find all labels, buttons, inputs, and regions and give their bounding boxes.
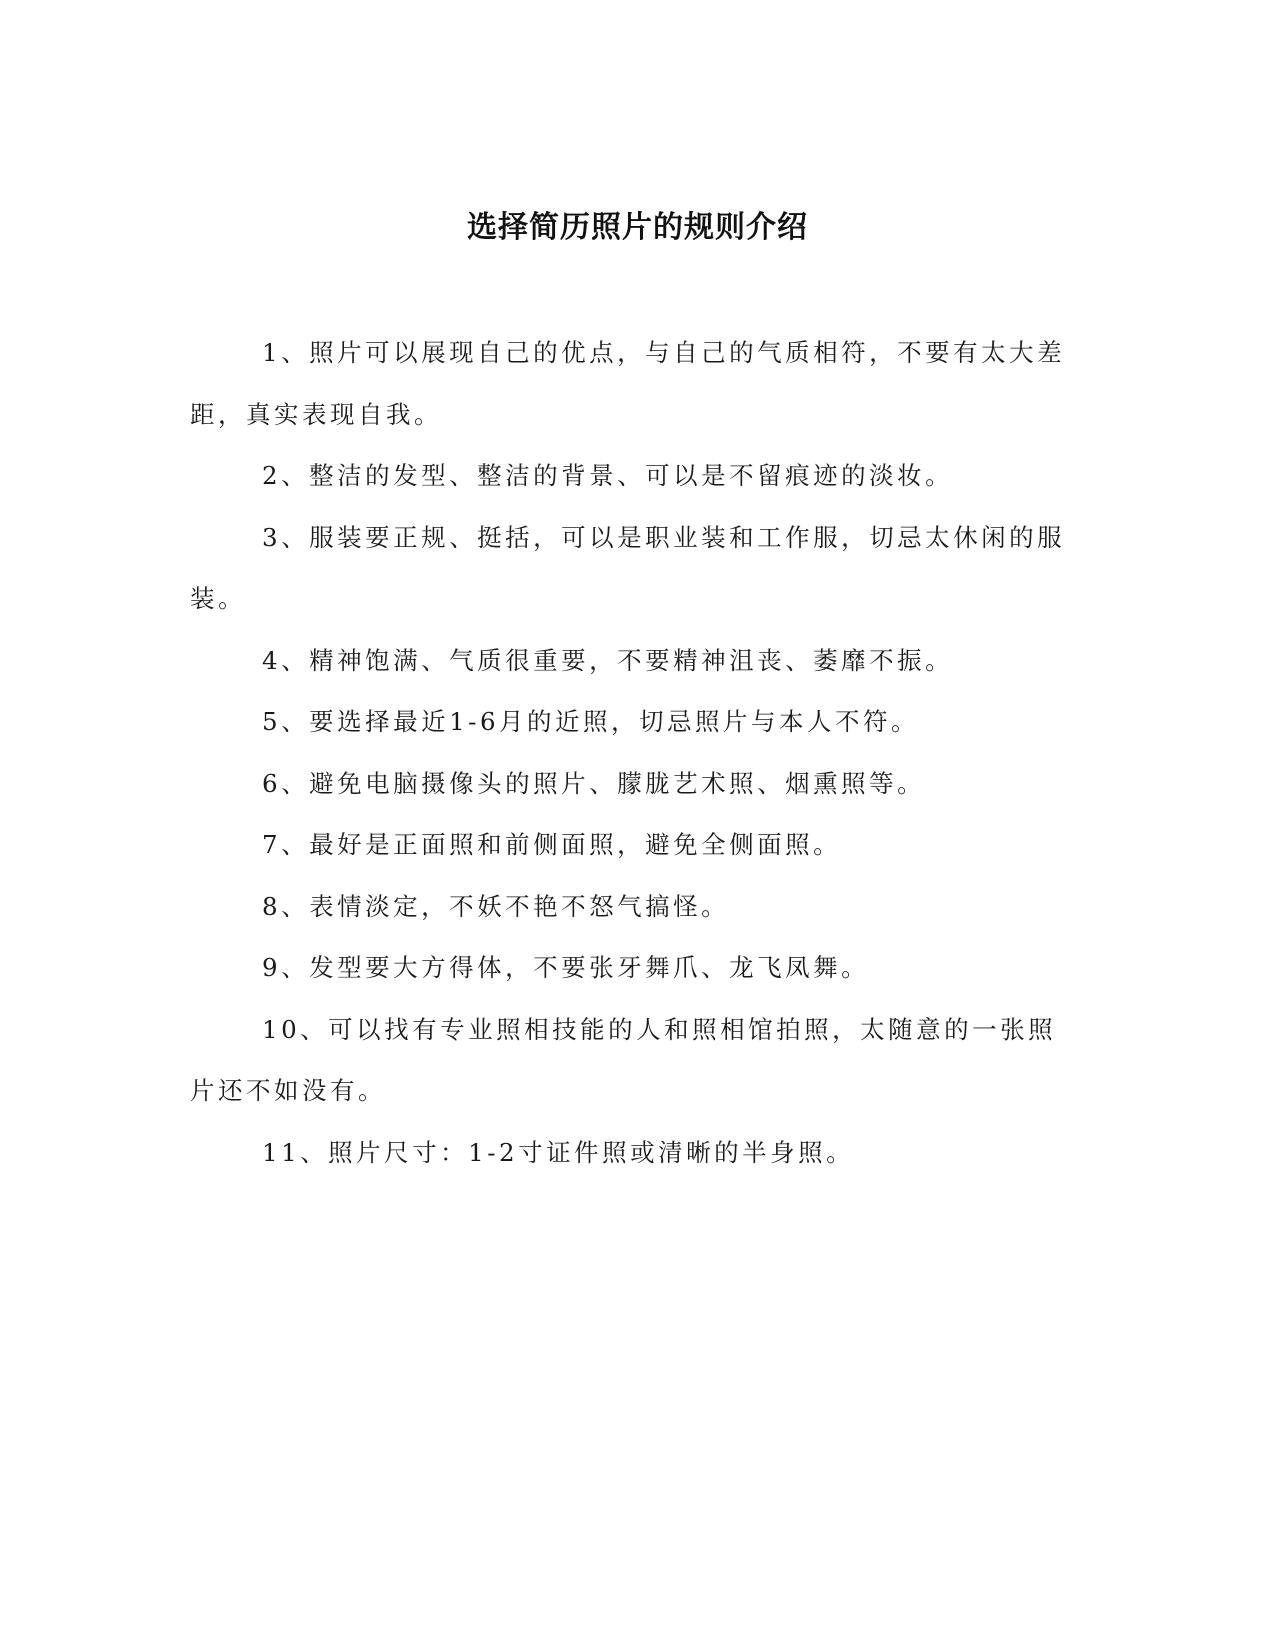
rule-item-10: 10、可以找有专业照相技能的人和照相馆拍照，太随意的一张照片还不如没有。 — [190, 1014, 1057, 1105]
rule-item-5: 5、要选择最近1-6月的近照，切忌照片与本人不符。 — [262, 707, 920, 736]
rule-item-9: 9、发型要大方得体，不要张牙舞爪、龙飞凤舞。 — [262, 953, 870, 982]
rule-item-2: 2、整洁的发型、整洁的背景、可以是不留痕迹的淡妆。 — [262, 461, 954, 490]
rules-list — [190, 322, 1070, 1183]
rule-item-6: 6、避免电脑摄像头的照片、朦胧艺术照、烟熏照等。 — [262, 768, 926, 798]
rule-item-4: 4、精神饱满、气质很重要，不要精神沮丧、萎靡不振。 — [262, 645, 954, 675]
rule-item-7: 7、最好是正面照和前侧面照，避免全侧面照。 — [262, 830, 842, 859]
rule-item-3: 3、服装要正规、挺括，可以是职业装和工作服，切忌太休闲的服装。 — [190, 522, 1066, 613]
page-title: 选择简历照片的规则介绍 — [467, 210, 808, 245]
rule-item-11: 11、照片尺寸：1-2寸证件照或清晰的半身照。 — [262, 1137, 855, 1167]
rule-item-8: 8、表情淡定，不妖不艳不怒气搞怪。 — [262, 891, 730, 921]
rule-item-1: 1、照片可以展现自己的优点，与自己的气质相符，不要有太大差距，真实表现自我。 — [190, 338, 1066, 429]
